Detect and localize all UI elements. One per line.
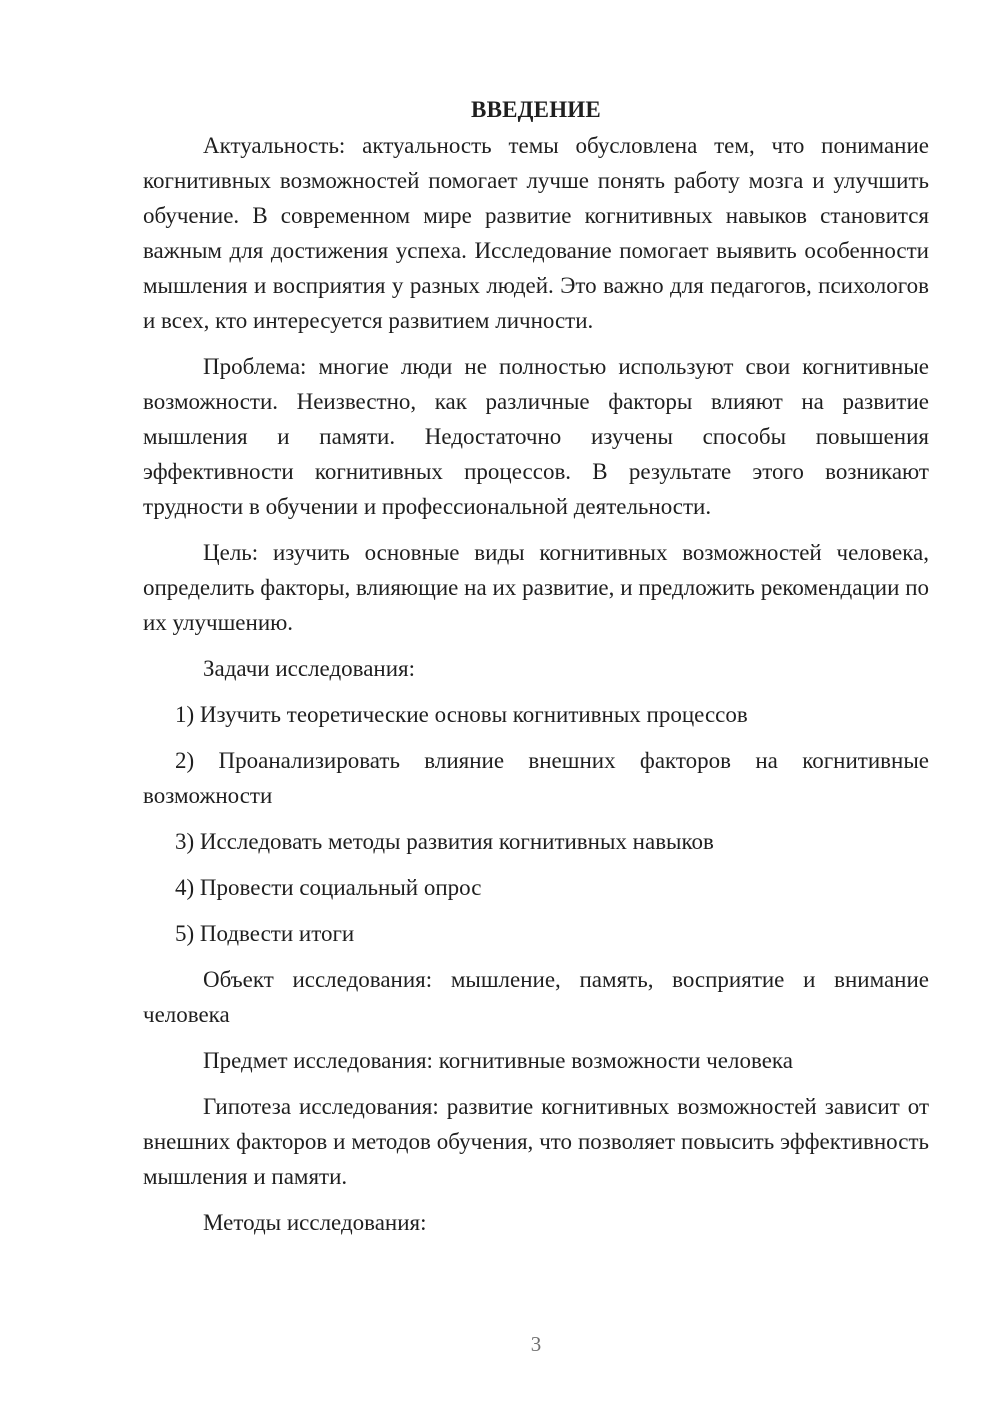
tasks-heading: Задачи исследования: bbox=[203, 656, 416, 681]
paragraph-hypothesis: Гипотеза исследования: развитие когнитивных возможностей зависит от внешних факторов и методов обучения, что позволяет повысить эффективность мышления и памяти. bbox=[143, 1094, 929, 1189]
task-item: 3) Исследовать методы развития когнитивных навыков bbox=[175, 829, 714, 854]
task-item: 1) Изучить теоретические основы когнитивных процессов bbox=[175, 702, 748, 727]
task-item: 4) Провести социальный опрос bbox=[175, 875, 482, 900]
paragraph-subject: Предмет исследования: когнитивные возможности человека bbox=[203, 1048, 793, 1073]
document-page bbox=[143, 92, 929, 1251]
paragraph-problem: Проблема: многие люди не полностью используют свои когнитивные возможности. Неизвестно, как различные факторы влияют на развитие мышления и памяти. Недостаточно изучены способы повышения эффективности когнитивных процессов. В результате этого возникают трудности в обучении и профессиональной деятельности. bbox=[143, 354, 929, 519]
page-number: 3 bbox=[530, 1332, 542, 1356]
paragraph-methods: Методы исследования: bbox=[203, 1210, 427, 1235]
tasks-list bbox=[143, 697, 929, 951]
paragraph-goal: Цель: изучить основные виды когнитивных возможностей человека, определить факторы, влияющие на их развитие, и предложить рекомендации по их улучшению. bbox=[143, 540, 929, 635]
paragraph-relevance: Актуальность: актуальность темы обусловлена тем, что понимание когнитивных возможностей помогает лучше понять работу мозга и улучшить обучение. В современном мире развитие когнитивных навыков становится важным для достижения успеха. Исследование помогает выявить особенности мышления и восприятия у разных людей. Это важно для педагогов, психологов и всех, кто интересуется развитием личности. bbox=[143, 133, 929, 333]
paragraph-object: Объект исследования: мышление, память, восприятие и внимание человека bbox=[143, 967, 929, 1027]
task-item: 2) Проанализировать влияние внешних факторов на когнитивные возможности bbox=[143, 748, 929, 808]
section-title: ВВЕДЕНИЕ bbox=[471, 97, 601, 122]
task-item: 5) Подвести итоги bbox=[175, 921, 355, 946]
